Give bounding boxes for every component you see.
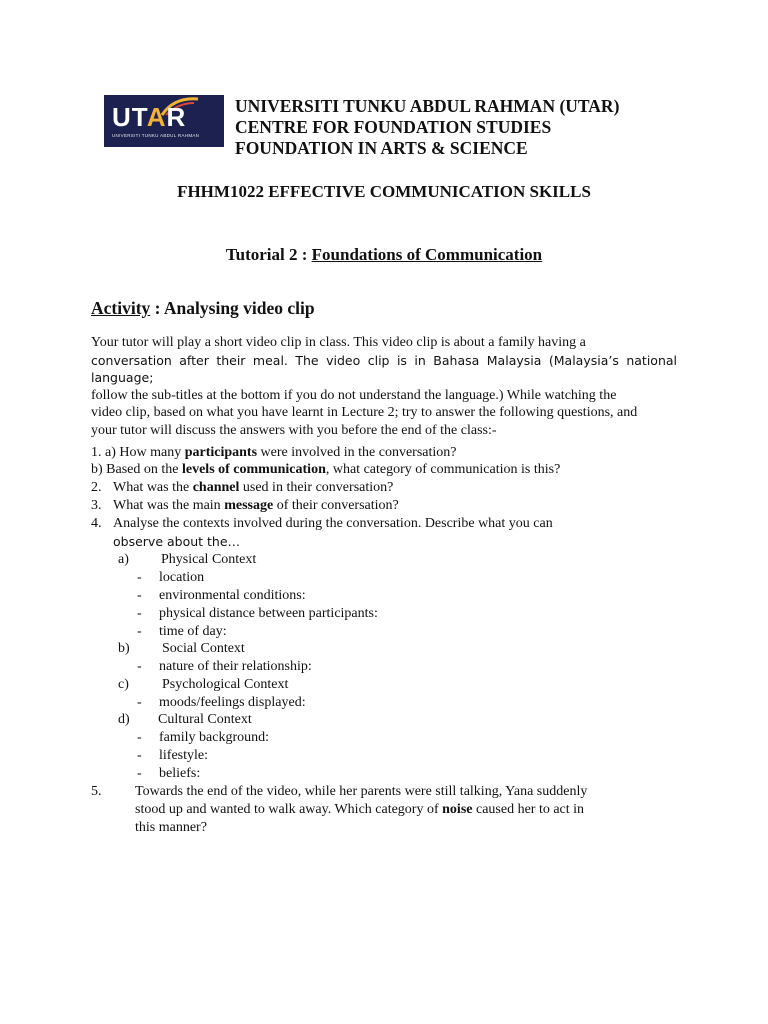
bullet-dash: - — [137, 570, 142, 585]
bullet-dash: - — [137, 624, 142, 639]
question-5-number: 5. — [91, 784, 102, 799]
context-d-item: lifestyle: — [159, 748, 208, 763]
bullet-dash: - — [137, 695, 142, 710]
tutorial-title: Tutorial 2 : Foundations of Communication — [225, 245, 543, 264]
question-1b: b) Based on the levels of communication, what category of communication is this? — [91, 462, 561, 477]
context-b-letter: b) — [118, 641, 130, 656]
context-b-item: nature of their relationship: — [159, 659, 312, 674]
context-a-item: environmental conditions: — [159, 588, 306, 603]
question-5-line3: this manner? — [135, 820, 207, 835]
bullet-dash: - — [137, 588, 142, 603]
programme-name: FOUNDATION IN ARTS & SCIENCE — [235, 138, 528, 158]
question-4-number: 4. — [91, 516, 102, 531]
context-a-item: time of day: — [159, 624, 227, 639]
question-3: What was the main message of their conversation? — [113, 498, 399, 513]
context-b-title: Social Context — [162, 641, 245, 656]
bullet-dash: - — [137, 766, 142, 781]
utar-logo — [104, 95, 224, 147]
question-5-line1: Towards the end of the video, while her parents were still talking, Yana suddenly — [135, 784, 588, 799]
context-a-letter: a) — [118, 552, 129, 567]
intro-paragraph: Your tutor will play a short video clip in class. This video clip is about a family having a conversation after their meal. The video clip is in Bahasa Malaysia (Malaysia’s national language; follow the sub-titles at the bottom if you do not understand the language.) While watching the video clip, based on what you have learnt in Lecture 2; try to answer the following questions, and your tutor will discuss the answers with you before the end of the class:- — [91, 335, 677, 438]
question-2: What was the channel used in their conversation? — [113, 480, 394, 495]
university-name: UNIVERSITI TUNKU ABDUL RAHMAN (UTAR) — [235, 96, 620, 116]
centre-name: CENTRE FOR FOUNDATION STUDIES — [235, 117, 552, 137]
bullet-dash: - — [137, 730, 142, 745]
bullet-dash: - — [137, 748, 142, 763]
context-c-item: moods/feelings displayed: — [159, 695, 306, 710]
context-a-title: Physical Context — [161, 552, 257, 567]
logo-subtitle: UNIVERSITI TUNKU ABDUL RAHMAN — [112, 133, 200, 138]
context-c-title: Psychological Context — [162, 677, 289, 692]
question-4-line2: observe about the… — [113, 534, 241, 549]
question-3-number: 3. — [91, 498, 102, 513]
context-d-item: beliefs: — [159, 766, 201, 781]
logo-wordmark: UTAR — [112, 102, 187, 132]
context-d-title: Cultural Context — [158, 712, 252, 727]
question-4-line1: Analyse the contexts involved during the conversation. Describe what you can — [113, 516, 553, 531]
course-title: FHHM1022 EFFECTIVE COMMUNICATION SKILLS — [177, 182, 591, 201]
question-5-line2: stood up and wanted to walk away. Which category of noise caused her to act in — [135, 802, 585, 817]
question-2-number: 2. — [91, 480, 102, 495]
question-1a: 1. a) How many participants were involved in the conversation? — [91, 445, 457, 460]
bullet-dash: - — [137, 606, 142, 621]
context-a-item: physical distance between participants: — [159, 606, 378, 621]
context-d-item: family background: — [159, 730, 270, 745]
context-a-item: location — [159, 570, 205, 585]
activity-heading: Activity : Analysing video clip — [91, 298, 315, 318]
bullet-dash: - — [137, 659, 142, 674]
context-c-letter: c) — [118, 677, 129, 692]
context-d-letter: d) — [118, 712, 130, 727]
